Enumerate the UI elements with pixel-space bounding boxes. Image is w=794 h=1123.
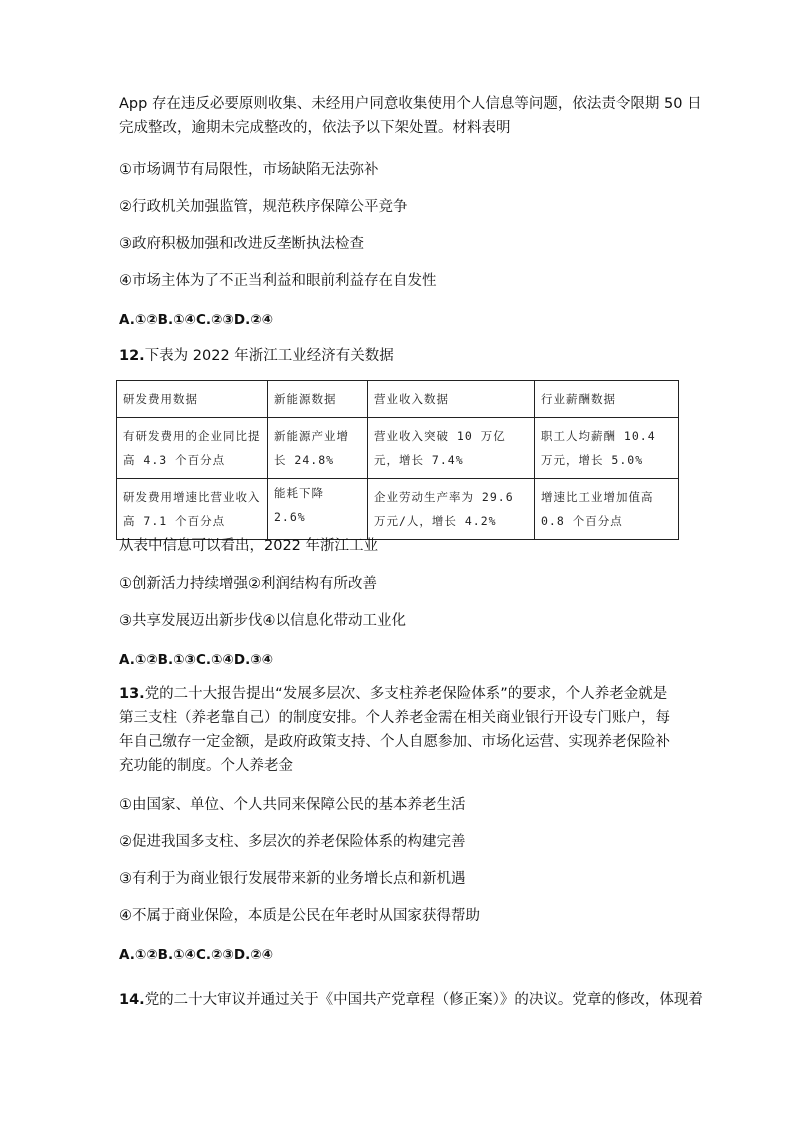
q13-stem-text: 党的二十大报告提出“发展多层次、多支柱养老保险体系”的要求，个人养老金就是第三支柱（养老靠自己）的制度安排。个人养老金需在相关商业银行开设专门账户，每年自己缴存一定金额，是政府政策支持、个人自愿参加、市场化运营、实现养老保险补充功能的制度。个人养老金 bbox=[119, 686, 670, 774]
q13-option-1: ①由国家、单位、个人共同来保障公民的基本养老生活 bbox=[119, 797, 466, 813]
q11-answers: A.①②B.①④C.②③D.②④ bbox=[119, 312, 274, 328]
table-cell: 职工人均薪酬 10.4 万元，增长 5.0% bbox=[535, 418, 679, 479]
q13-option-3: ③有利于为商业银行发展带来新的业务增长点和新机遇 bbox=[119, 871, 466, 887]
q11-option-4: ④市场主体为了不正当利益和眼前利益存在自发性 bbox=[119, 273, 437, 289]
table-row bbox=[117, 479, 679, 540]
q14-stem-text: 党的二十大审议并通过关于《中国共产党章程（修正案）》的决议。党章的修改，体现着 bbox=[144, 992, 703, 1008]
table-cell: 增速比工业增加值高 0.8 个百分点 bbox=[535, 479, 679, 540]
q13-option-4: ④不属于商业保险，本质是公民在年老时从国家获得帮助 bbox=[119, 908, 480, 924]
q11-stem-line2: 完成整改，逾期未完成整改的，依法予以下架处置。材料表明 bbox=[119, 120, 511, 136]
q13-answers: A.①②B.①④C.②③D.②④ bbox=[119, 947, 274, 963]
table-header-cell: 行业薪酬数据 bbox=[535, 381, 679, 418]
q12-stem bbox=[119, 344, 394, 368]
table-cell: 企业劳动生产率为 29.6 万元/人，增长 4.2% bbox=[368, 479, 535, 540]
q14-number: 14. bbox=[119, 992, 145, 1008]
table-cell: 新能源产业增长 24.8% bbox=[268, 418, 368, 479]
data-table bbox=[116, 380, 679, 540]
q13-option-2: ②促进我国多支柱、多层次的养老保险体系的构建完善 bbox=[119, 834, 466, 850]
table-header-row bbox=[117, 381, 679, 418]
table-header-cell: 营业收入数据 bbox=[368, 381, 535, 418]
q12-answers: A.①②B.①③C.①④D.③④ bbox=[119, 652, 274, 668]
q11-option-1: ①市场调节有局限性，市场缺陷无法弥补 bbox=[119, 162, 379, 178]
q11-stem-line1: App 存在违反必要原则收集、未经用户同意收集使用个人信息等问题，依法责令限期 50 日 bbox=[119, 96, 702, 112]
table-cell: 有研发费用的企业同比提高 4.3 个百分点 bbox=[117, 418, 268, 479]
q13-number: 13. bbox=[119, 686, 145, 702]
q11-option-2: ②行政机关加强监管，规范秩序保障公平竞争 bbox=[119, 199, 408, 215]
q12-options-line1: ①创新活力持续增强②利润结构有所改善 bbox=[119, 576, 377, 592]
q12-stem-text: 下表为 2022 年浙江工业经济有关数据 bbox=[144, 348, 394, 364]
table-row bbox=[117, 418, 679, 479]
table-cell: 能耗下降 2.6% bbox=[268, 479, 368, 540]
q13-stem bbox=[119, 682, 681, 778]
q12-number: 12. bbox=[119, 348, 145, 364]
table-header-cell: 新能源数据 bbox=[268, 381, 368, 418]
table-cell: 营业收入突破 10 万亿元，增长 7.4% bbox=[368, 418, 535, 479]
q12-after-table: 从表中信息可以看出，2022 年浙江工业 bbox=[119, 538, 379, 554]
table-header-cell: 研发费用数据 bbox=[117, 381, 268, 418]
table-cell: 研发费用增速比营业收入高 7.1 个百分点 bbox=[117, 479, 268, 540]
q14-stem bbox=[119, 988, 703, 1012]
q11-option-3: ③政府积极加强和改进反垄断执法检查 bbox=[119, 236, 364, 252]
q12-options-line2: ③共享发展迈出新步伐④以信息化带动工业化 bbox=[119, 613, 406, 629]
